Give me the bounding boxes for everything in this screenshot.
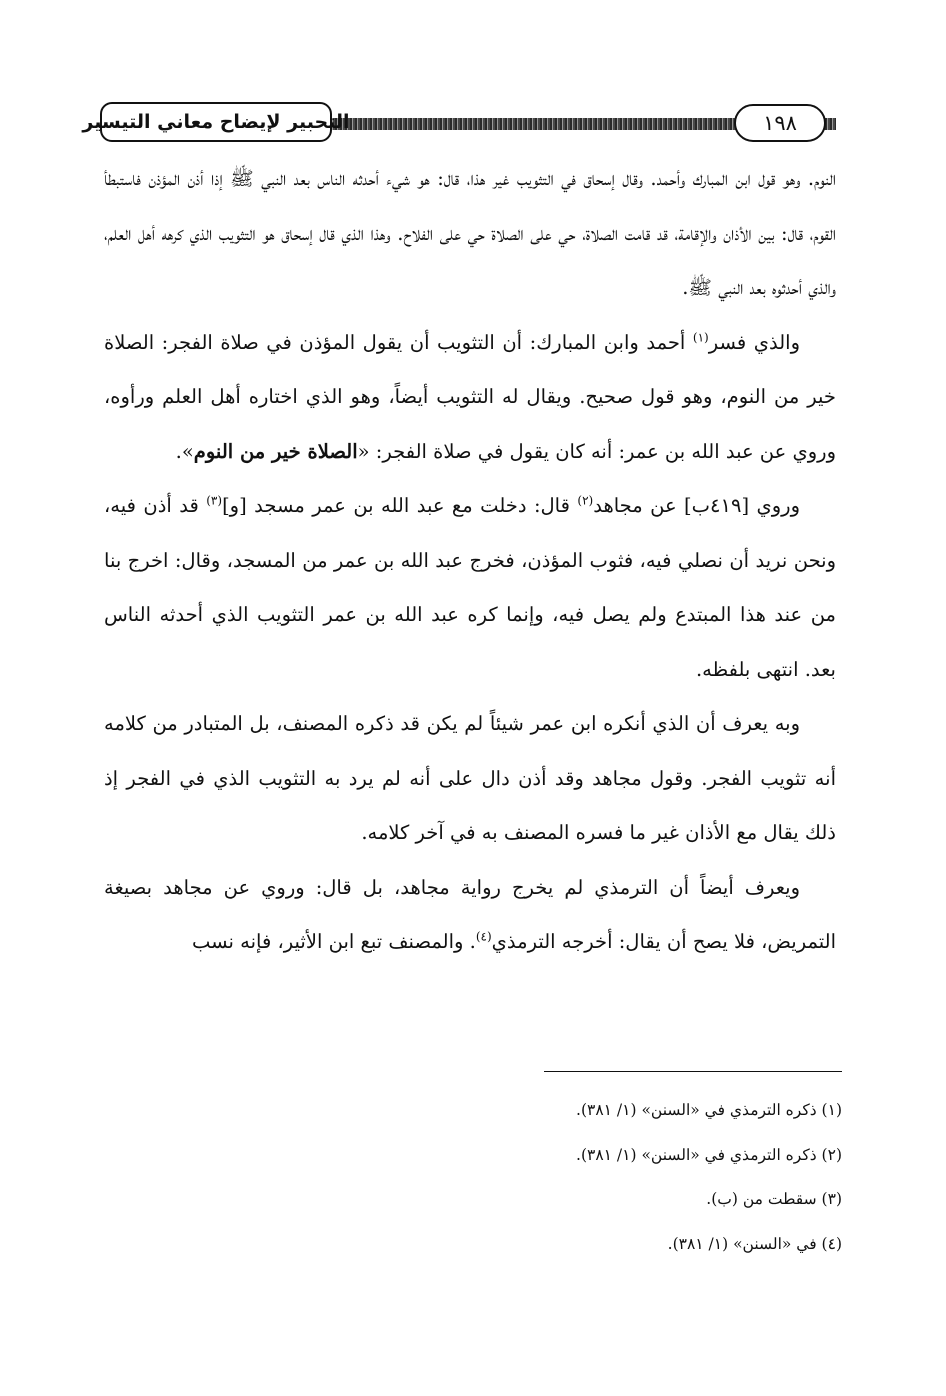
paragraph-3-middle: قال: دخلت مع عبد الله بن عمر مسجد [و] bbox=[222, 494, 578, 517]
paragraph-2-before: والذي فسر bbox=[708, 330, 800, 354]
footnote-ref-1: (١) bbox=[692, 330, 709, 344]
footnote-ref-2: (٢) bbox=[577, 493, 594, 508]
footnote-ref-4: (٤) bbox=[475, 929, 492, 944]
paragraph-3 bbox=[104, 479, 836, 697]
footnote-4: (٤) في «السنن» (١/ ٣٨١). bbox=[667, 1234, 842, 1253]
footnotes bbox=[282, 1088, 842, 1266]
page-number: ١٩٨ bbox=[734, 104, 826, 142]
footnote-3: (٣) سقطت من (ب). bbox=[706, 1190, 842, 1208]
footnote-ref-3: (٣) bbox=[206, 493, 223, 508]
paragraph-1: النوم. وهو قول ابن المبارك وأحمد. وقال إسحاق في التثويب غير هذا، قال: هو شيء أحدثه الناس بعد النبي ﷺ إذا أذن المؤذن فاستبطأ القوم، قال: بين الأذان والإقامة، قد قامت الصلاة، حي على الصلاة حي على الفلاح. وهذا الذي قال إسحاق هو التثويب الذي كرهه أهل العلم، والذي أحدثوه بعد النبي ﷺ. bbox=[104, 167, 836, 299]
page-header bbox=[82, 100, 836, 148]
footnote-2: (٢) ذكره الترمذي في «السنن» (١/ ٣٨١). bbox=[576, 1145, 842, 1164]
paragraph-3-before: وروي [٤١٩ب] عن مجاهد bbox=[593, 494, 800, 517]
paragraph-3-after: قد أذن فيه، ونحن نريد أن نصلي فيه، فثوب المؤذن، فخرج عبد الله بن عمر من المسجد، وقال: اخرج بنا من عند هذا المبتدع ولم يصل فيه، وإنما كره عبد الله بن عمر التثويب الذي أحدثه الناس بعد. انتهى بلفظه. bbox=[104, 494, 836, 681]
main-text bbox=[104, 152, 836, 970]
paragraph-2-bold-quote: الصلاة خير من النوم bbox=[193, 439, 358, 463]
paragraph-5-before: ويعرف أيضاً أن الترمذي لم يخرج رواية مجاهد، بل قال: وروي عن مجاهد بصيغة التمريض، فلا يصح أن يقال: أخرجه الترمذي bbox=[104, 875, 836, 953]
paragraph-2-end: ». bbox=[175, 439, 194, 463]
paragraph-2 bbox=[104, 316, 836, 480]
paragraph-4: وبه يعرف أن الذي أنكره ابن عمر شيئاً لم يكن قد ذكره المصنف، بل المتبادر من كلامه أنه تثويب الفجر. وقول مجاهد وقد أذن دال على أنه لم يرد به التثويب الذي في الفجر إذ ذلك يقال مع الأذان غير ما فسره المصنف به في آخر كلامه. bbox=[104, 712, 836, 844]
footnote-1: (١) ذكره الترمذي في «السنن» (١/ ٣٨١). bbox=[576, 1101, 842, 1119]
paragraph-2-after: أحمد وابن المبارك: أن التثويب أن يقول المؤذن في صلاة الفجر: الصلاة خير من النوم، وهو قول صحيح. ويقال له التثويب أيضاً، وهو الذي اختاره أهل العلم ورأوه، وروي عن عبد الله بن عمر: أنه كان يقول في صلاة الفجر: « bbox=[104, 330, 836, 463]
paragraph-5-after: . والمصنف تبع ابن الأثير، فإنه نسب bbox=[191, 930, 476, 953]
book-title: التحبير لإيضاح معاني التيسير bbox=[100, 102, 332, 142]
footnote-separator bbox=[544, 1071, 842, 1072]
paragraph-5 bbox=[104, 861, 836, 970]
